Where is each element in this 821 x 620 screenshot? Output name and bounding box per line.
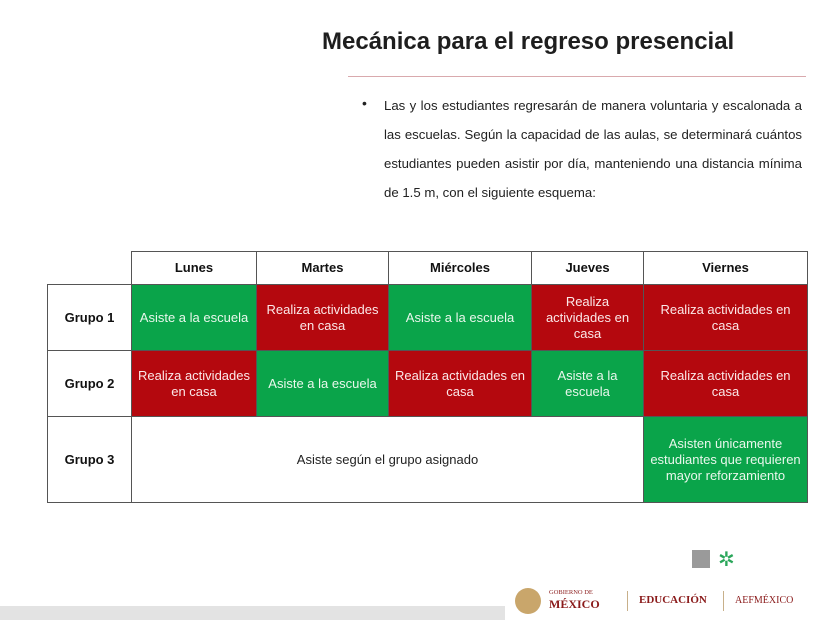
- header-day: Miércoles: [389, 252, 532, 285]
- header-day: Martes: [257, 252, 389, 285]
- schedule-cell: Asiste a la escuela: [132, 285, 257, 351]
- table-header-row: [48, 252, 808, 285]
- schedule-cell: Asisten únicamente estudiantes que requieren mayor reforzamiento: [644, 417, 808, 503]
- page-title: Mecánica para el regreso presencial: [322, 28, 735, 55]
- schedule-cell: Asiste a la escuela: [532, 351, 644, 417]
- gobierno-label: GOBIERNO DE: [549, 589, 593, 596]
- schedule-cell: Asiste a la escuela: [389, 285, 532, 351]
- coat-of-arms-icon: [692, 550, 710, 568]
- table-row: [48, 285, 808, 351]
- schedule-table: [47, 251, 808, 503]
- schedule-cell: Realiza actividades en casa: [644, 351, 808, 417]
- government-seal-icon: [515, 588, 541, 614]
- table-row: [48, 351, 808, 417]
- row-label: Grupo 2: [48, 351, 132, 417]
- educacion-label: EDUCACIÓN: [639, 594, 707, 606]
- aef-label: AEFMÉXICO: [735, 595, 794, 606]
- title-divider: [348, 76, 806, 77]
- logo-separator: [723, 591, 724, 611]
- header-day: Jueves: [532, 252, 644, 285]
- schedule-cell: Realiza actividades en casa: [389, 351, 532, 417]
- schedule-cell: Realiza actividades en casa: [644, 285, 808, 351]
- schedule-cell: Realiza actividades en casa: [257, 285, 389, 351]
- row-label: Grupo 3: [48, 417, 132, 503]
- logo-separator: [627, 591, 628, 611]
- intro-paragraph: Las y los estudiantes regresarán de manera voluntaria y escalonada a las escuelas. Según la capacidad de las aulas, se determinará cuántos estudiantes pueden asistir por día, manteniendo una distancia mínima de 1.5 m, con el siguiente esquema:: [384, 98, 802, 200]
- mexico-label: MÉXICO: [549, 597, 600, 611]
- header-day: Viernes: [644, 252, 808, 285]
- schedule-cell: Realiza actividades en casa: [532, 285, 644, 351]
- table-row: [48, 417, 808, 503]
- header-day: Lunes: [132, 252, 257, 285]
- footer-logos: [515, 586, 815, 612]
- merged-schedule-cell: Asiste según el grupo asignado: [132, 417, 644, 503]
- schedule-cell: Realiza actividades en casa: [132, 351, 257, 417]
- schedule-cell: Asiste a la escuela: [257, 351, 389, 417]
- row-label: Grupo 1: [48, 285, 132, 351]
- bullet-marker: •: [362, 95, 367, 111]
- footer-bar: [0, 606, 505, 620]
- table-corner: [48, 252, 132, 285]
- cdmx-logo-icon: ✲: [718, 549, 735, 571]
